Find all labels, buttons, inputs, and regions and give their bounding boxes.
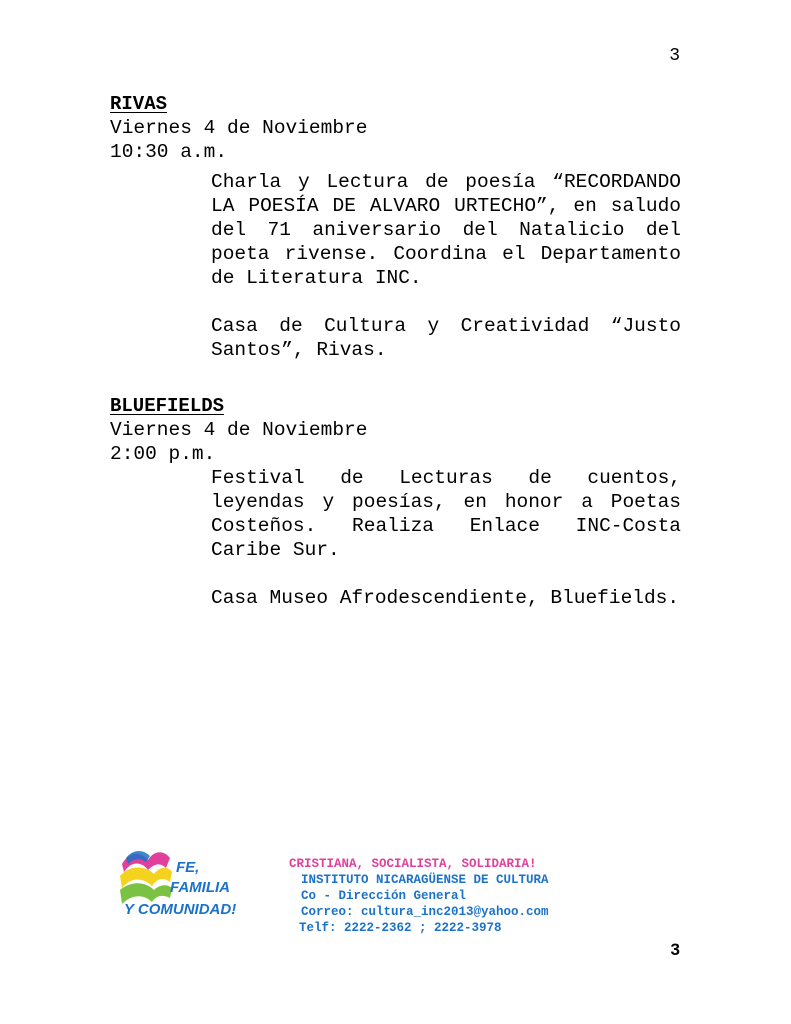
section-heading: RIVAS xyxy=(110,93,168,115)
event-venue: Casa de Cultura y Creatividad “Justo Santos”, Rivas. xyxy=(211,315,681,361)
logo-text-line: FAMILIA xyxy=(170,879,230,896)
event-description: Festival de Lecturas de cuentos, leyendas y poesías, en honor a Poetas Costeños. Realiza Enlace INC-Costa Caribe Sur. xyxy=(211,467,681,561)
footer-email: Correo: cultura_inc2013@yahoo.com xyxy=(301,905,549,919)
event-description: Charla y Lectura de poesía “RECORDANDO LA POESÍA DE ALVARO URTECHO”, en saludo del 71 aniversario del Natalicio del poeta rivense. Coordina el Departamento de Literatura INC. xyxy=(211,171,681,289)
page-number-bottom: 3 xyxy=(670,940,680,959)
section-date: Viernes 4 de Noviembre xyxy=(110,117,368,139)
logo-text-line: FE, xyxy=(176,859,200,876)
section-date: Viernes 4 de Noviembre xyxy=(110,419,368,441)
section-time: 2:00 p.m. xyxy=(110,443,216,465)
section-body xyxy=(211,466,681,610)
fe-familia-comunidad-logo xyxy=(116,846,256,918)
footer-department: Co - Dirección General xyxy=(301,889,467,903)
footer-motto: CRISTIANA, SOCIALISTA, SOLIDARIA! xyxy=(289,857,537,871)
section-bluefields xyxy=(110,394,682,610)
footer-contact-block xyxy=(289,856,549,936)
page-number-top: 3 xyxy=(669,46,680,66)
section-body xyxy=(211,170,681,362)
section-rivas xyxy=(110,92,682,362)
event-venue: Casa Museo Afrodescendiente, Bluefields. xyxy=(211,587,680,609)
footer-phone: Telf: 2222-2362 ; 2222-3978 xyxy=(299,921,502,935)
footer-institution: INSTITUTO NICARAGÜENSE DE CULTURA xyxy=(301,873,549,887)
section-heading: BLUEFIELDS xyxy=(110,395,225,417)
logo-text-line: Y COMUNIDAD! xyxy=(124,901,237,918)
section-time: 10:30 a.m. xyxy=(110,141,228,163)
